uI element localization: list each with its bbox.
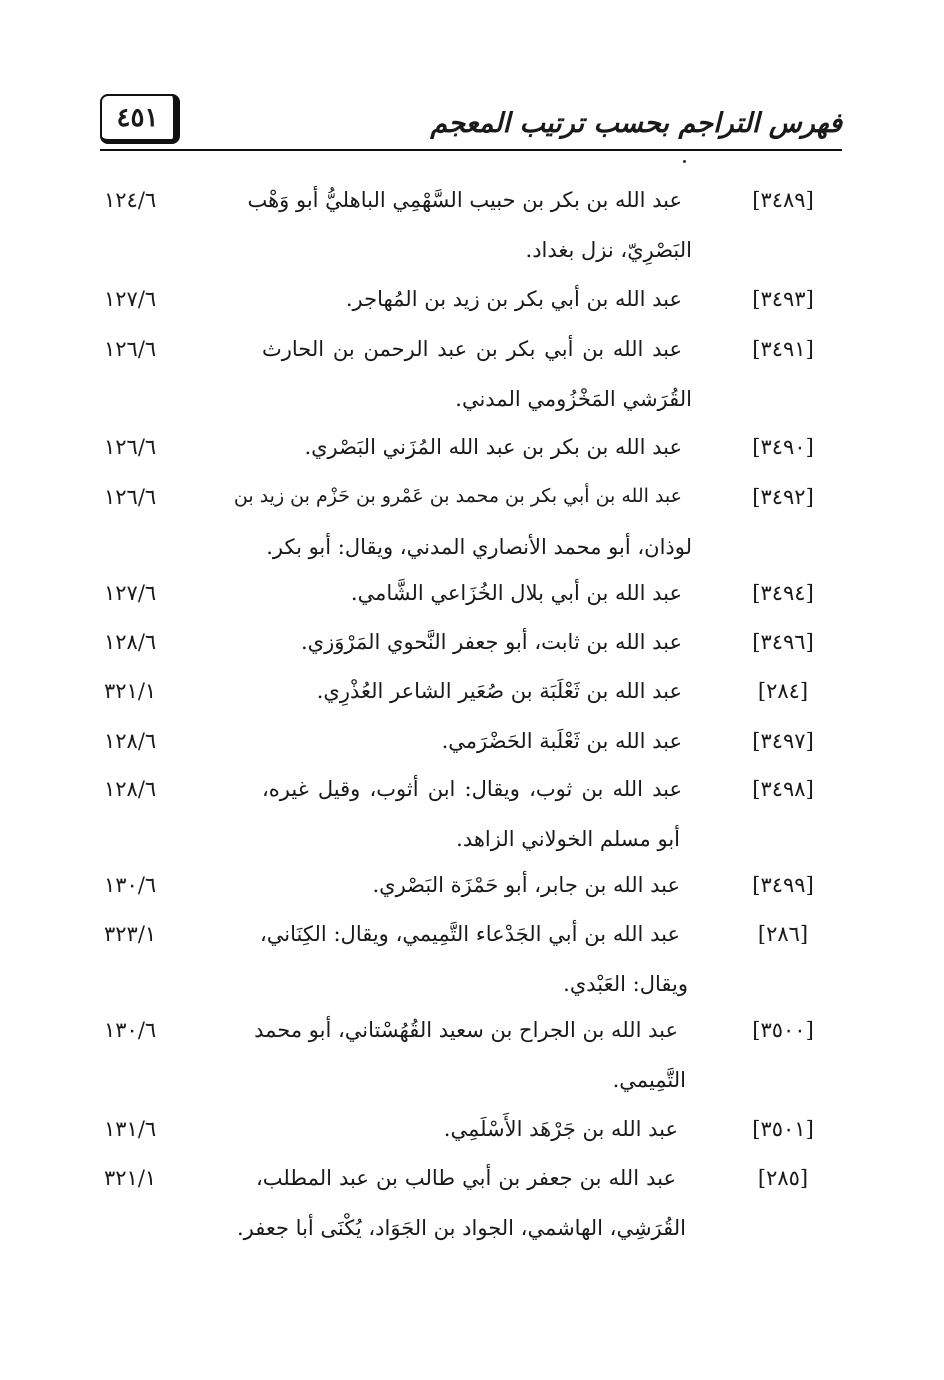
entry-number: [٣٥٠٠] bbox=[752, 1018, 814, 1042]
entry-line-1: عبد الله بن جعفر بن أبي طالب بن عبد المطلب، bbox=[256, 1166, 676, 1190]
entry-line-1: عبد الله بن أبي بكر بن عبد الرحمن بن الحارث bbox=[262, 337, 682, 361]
entry-line-2: القُرَشي المَخْزُومي المدني. bbox=[455, 387, 692, 411]
entry-line-2: أبو مسلم الخولاني الزاهد. bbox=[456, 827, 680, 851]
entry-reference: ١٢٧/٦ bbox=[104, 287, 157, 311]
entry-number: [٣٤٩٩] bbox=[752, 873, 814, 897]
entry-number: [٣٥٠١] bbox=[752, 1117, 814, 1141]
entry-number: [٣٤٨٩] bbox=[752, 188, 814, 212]
entry-number: [٢٨٦] bbox=[757, 922, 809, 946]
entry-line-1: عبد الله بن ثَعْلَبَة بن صُعَير الشاعر العُذْرِي. bbox=[316, 679, 682, 703]
index-entry bbox=[0, 581, 944, 625]
entry-number: [٢٨٥] bbox=[757, 1166, 809, 1190]
index-entry bbox=[0, 729, 944, 773]
entry-reference: ١٣٠/٦ bbox=[104, 873, 157, 897]
index-entry bbox=[0, 873, 944, 917]
index-entry bbox=[0, 188, 944, 262]
index-entry bbox=[0, 1018, 944, 1092]
entry-number: [٣٤٩٦] bbox=[752, 630, 814, 654]
entry-number: [٣٤٩٧] bbox=[752, 729, 814, 753]
index-entry bbox=[0, 337, 944, 411]
entry-reference: ١٢٨/٦ bbox=[104, 777, 157, 801]
entry-line-2: ويقال: العَبْدي. bbox=[563, 972, 688, 996]
entry-line-1: عبد الله بن جابر، أبو حَمْزَة البَصْري. bbox=[372, 873, 680, 897]
entry-number: [٣٤٩٤] bbox=[752, 581, 814, 605]
entry-line-2: التَّمِيمي. bbox=[612, 1068, 686, 1092]
entry-number: [٣٤٩٠] bbox=[752, 435, 814, 459]
entry-line-1: عبد الله بن جَرْهَد الأَسْلَمِي. bbox=[443, 1117, 678, 1141]
entry-line-1: عبد الله بن ثوب، ويقال: ابن أثوب، وقيل غيره، bbox=[262, 777, 682, 801]
index-entry bbox=[0, 777, 944, 851]
index-entry bbox=[0, 287, 944, 331]
index-entry bbox=[0, 485, 944, 559]
entry-line-1: عبد الله بن أبي بكر بن محمد بن عَمْرو بن حَزْم بن زيد بن bbox=[233, 485, 682, 507]
index-entry bbox=[0, 435, 944, 479]
entry-reference: ١٢٨/٦ bbox=[104, 729, 157, 753]
entry-line-2: لوذان، أبو محمد الأنصاري المدني، ويقال: أبو بكر. bbox=[266, 535, 692, 559]
index-entry bbox=[0, 679, 944, 723]
ink-dot bbox=[683, 160, 686, 163]
entry-reference: ٣٢٣/١ bbox=[104, 922, 157, 946]
index-entry bbox=[0, 1117, 944, 1161]
index-entry bbox=[0, 630, 944, 674]
entry-line-2: القُرَشِي، الهاشمي، الجواد بن الجَوَاد، يُكْنَى أبا جعفر. bbox=[237, 1216, 686, 1240]
entry-line-1: عبد الله بن الجراح بن سعيد القُهُسْتاني، أبو محمد bbox=[254, 1018, 678, 1042]
entry-reference: ١٣١/٦ bbox=[104, 1117, 157, 1141]
entry-line-1: عبد الله بن أبي بكر بن زيد بن المُهاجر. bbox=[345, 287, 682, 311]
entry-number: [٣٤٩٣] bbox=[752, 287, 814, 311]
entry-line-1: عبد الله بن بكر بن حبيب السَّهْمِي الباهليُّ أبو وَهْب bbox=[247, 188, 682, 212]
entry-reference: ٣٢١/١ bbox=[104, 1166, 157, 1190]
entry-reference: ١٢٤/٦ bbox=[104, 188, 157, 212]
header-rule bbox=[100, 149, 842, 151]
entry-reference: ١٢٧/٦ bbox=[104, 581, 157, 605]
page-number: ٤٥١ bbox=[116, 102, 159, 133]
entry-number: [٣٤٩٢] bbox=[752, 485, 814, 509]
entry-line-1: عبد الله بن بكر بن عبد الله المُزَني البَصْري. bbox=[304, 435, 682, 459]
entry-reference: ١٢٦/٦ bbox=[104, 435, 157, 459]
entry-number: [٣٤٩٨] bbox=[752, 777, 814, 801]
entry-reference: ١٢٦/٦ bbox=[104, 485, 157, 509]
entry-line-1: عبد الله بن أبي بلال الخُزَاعي الشَّامي. bbox=[350, 581, 682, 605]
entry-number: [٢٨٤] bbox=[757, 679, 809, 703]
entry-line-1: عبد الله بن أبي الجَدْعاء التَّمِيمي، ويقال: الكِنَاني، bbox=[260, 922, 680, 946]
page-number-box bbox=[100, 94, 180, 144]
entry-reference: ١٢٦/٦ bbox=[104, 337, 157, 361]
entry-line-1: عبد الله بن ثابت، أبو جعفر النَّحوي المَرْوَزي. bbox=[301, 630, 682, 654]
entry-reference: ١٢٨/٦ bbox=[104, 630, 157, 654]
index-entry bbox=[0, 922, 944, 996]
entry-line-2: البَصْرِيّ، نزل بغداد. bbox=[525, 238, 692, 262]
entry-reference: ٣٢١/١ bbox=[104, 679, 157, 703]
entry-number: [٣٤٩١] bbox=[752, 337, 814, 361]
index-entry bbox=[0, 1166, 944, 1240]
entry-reference: ١٣٠/٦ bbox=[104, 1018, 157, 1042]
entry-line-1: عبد الله بن ثَعْلَبة الحَضْرَمي. bbox=[441, 729, 682, 753]
page-header bbox=[100, 94, 842, 156]
page-title: فهرس التراجم بحسب ترتيب المعجم bbox=[430, 108, 842, 139]
